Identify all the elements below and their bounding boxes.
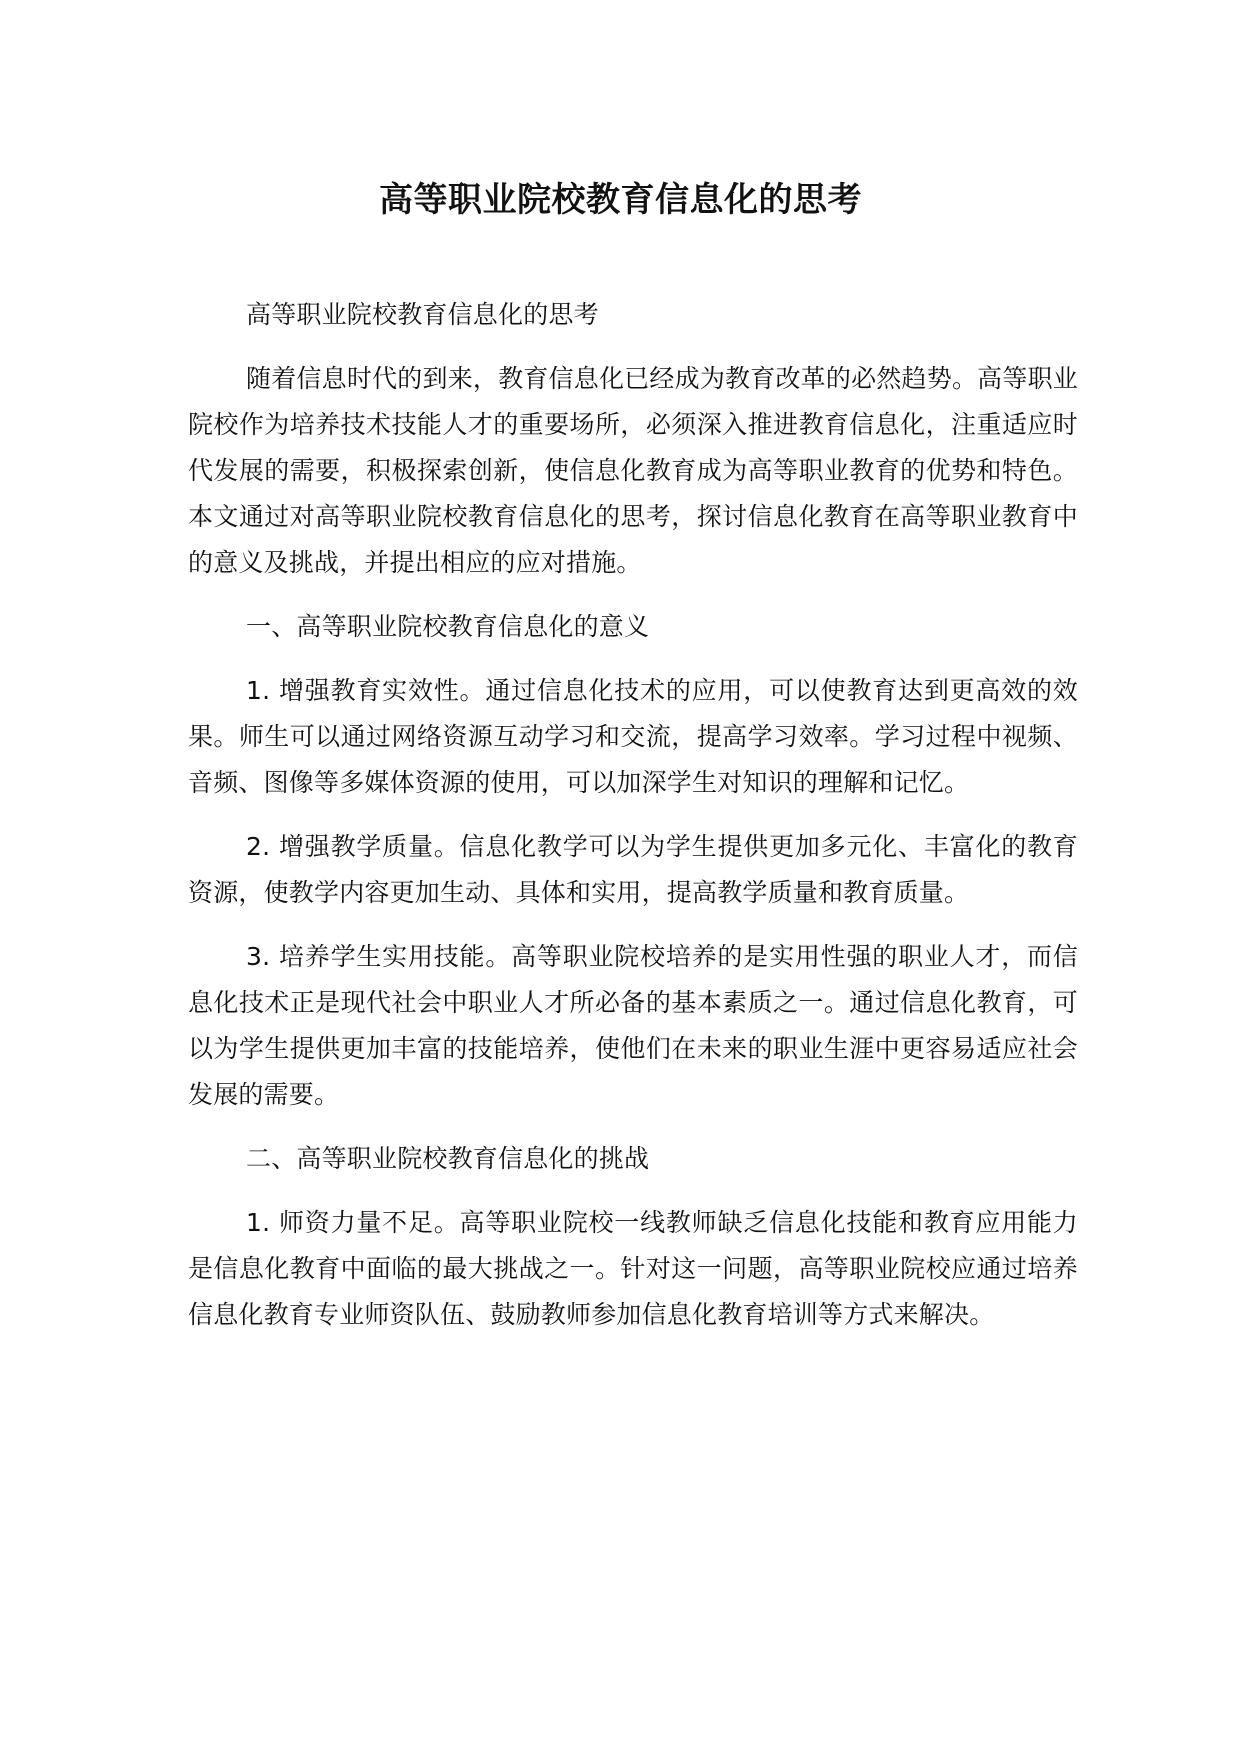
section-heading-challenges: 二、高等职业院校教育信息化的挑战 — [246, 1144, 650, 1173]
document-title: 高等职业院校教育信息化的思考 — [379, 180, 862, 220]
paragraph-significance-2: 2. 增强教学质量。信息化教学可以为学生提供更加多元化、丰富化的教育资源，使教学内容更加生动、具体和实用，提高教学质量和教育质量。 — [188, 832, 1078, 907]
paragraph-challenge-1: 1. 师资力量不足。高等职业院校一线教师缺乏信息化技能和教育应用能力是信息化教育中面临的最大挑战之一。针对这一问题，高等职业院校应通过培养信息化教育专业师资队伍、鼓励教师参加信息化教育培训等方式来解决。 — [188, 1208, 1078, 1329]
document-body — [188, 292, 1078, 1356]
paragraph-subtitle: 高等职业院校教育信息化的思考 — [246, 300, 599, 329]
paragraph-significance-1: 1. 增强教育实效性。通过信息化技术的应用，可以使教育达到更高效的效果。师生可以通过网络资源互动学习和交流，提高学习效率。学习过程中视频、音频、图像等多媒体资源的使用，可以加深学生对知识的理解和记忆。 — [188, 676, 1078, 797]
section-heading-significance: 一、高等职业院校教育信息化的意义 — [246, 612, 650, 641]
paragraph-significance-3: 3. 培养学生实用技能。高等职业院校培养的是实用性强的职业人才，而信息化技术正是现代社会中职业人才所必备的基本素质之一。通过信息化教育，可以为学生提供更加丰富的技能培养，使他们在未来的职业生涯中更容易适应社会发展的需要。 — [188, 942, 1078, 1109]
paragraph-intro: 随着信息时代的到来，教育信息化已经成为教育改革的必然趋势。高等职业院校作为培养技术技能人才的重要场所，必须深入推进教育信息化，注重适应时代发展的需要，积极探索创新，使信息化教育成为高等职业教育的优势和特色。本文通过对高等职业院校教育信息化的思考，探讨信息化教育在高等职业教育中的意义及挑战，并提出相应的应对措施。 — [188, 364, 1078, 577]
